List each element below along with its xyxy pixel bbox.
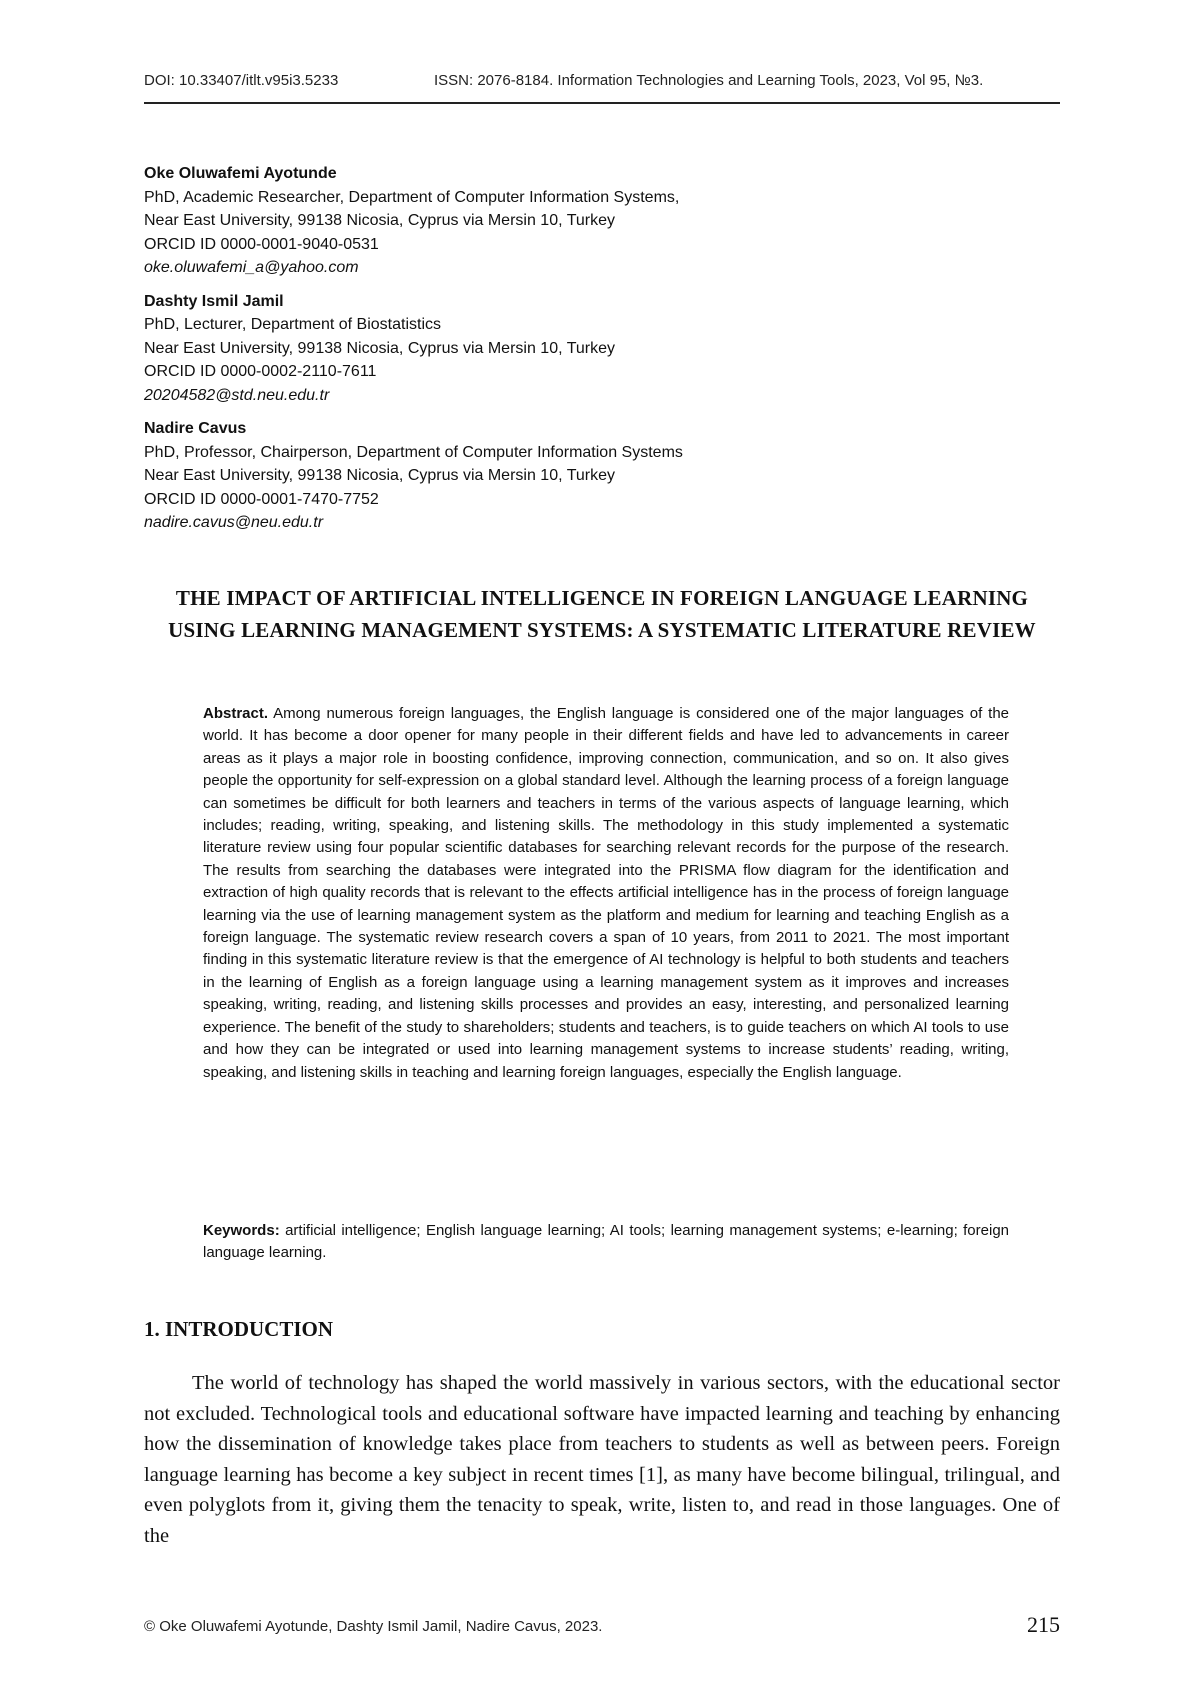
author-position: PhD, Professor, Chairperson, Department of Computer Information Systems (144, 443, 683, 461)
doi-link[interactable]: DOI: 10.33407/itlt.v95i3.5233 (144, 72, 339, 89)
keywords-text: artificial intelligence; English language learning; AI tools; learning management systems; e-learning; foreign language learning. (203, 1222, 1010, 1262)
author-entry (144, 290, 1044, 408)
author-email[interactable]: 20204582@std.neu.edu.tr (144, 386, 330, 404)
author-name: Dashty Ismil Jamil (144, 292, 284, 310)
keywords-label: Keywords: (203, 1222, 280, 1239)
abstract (203, 703, 1009, 1084)
author-name: Nadire Cavus (144, 420, 247, 437)
abstract-text: Among numerous foreign languages, the English language is considered one of the major languages of the world. It has become a door opener for many people in their different fields and have led to advancements in career areas as it plays a major role in boosting confidence, improving connection, communication, and so on. It also gives people the opportunity for self-expression on a global standard level. Although the learning process of a foreign language can sometimes be difficult for both learners and teachers in terms of the various aspects of language learning, which includes; reading, writing, speaking, and listening skills. The methodology in this study implemented a systematic literature review using four popular scientific databases for searching relevant records for the purpose of the research. The results from searching the databases were integrated into the PRISMA flow diagram for the identification and extraction of high quality records that is relevant to the effects artificial intelligence has in the process of foreign language learning via the use of learning management system as the platform and medium for learning and teaching English as a foreign language. The systematic review research covers a span of 10 years, from 2011 to 2021. The most important finding in this systematic literature review is that the emergence of AI technology is helpful to both students and teachers in the learning of English as a foreign language using a learning management system as it improves and increases speaking, writing, reading, and listening skills processes and provides an easy, interesting, and personalized learning experience. The benefit of the study to shareholders; students and teachers, is to guide teachers on which AI tools to use and how they can be integrated or used into learning management systems to increase students’ reading, writing, speaking, and listening skills in teaching and learning foreign languages, especially the English language. (203, 705, 1010, 1081)
abstract-label: Abstract. (203, 705, 269, 722)
author-orcid: ORCID ID 0000-0002-2110-7611 (144, 363, 377, 380)
author-email[interactable]: oke.oluwafemi_a@yahoo.com (144, 259, 359, 276)
author-entry (144, 417, 1044, 535)
author-affiliation: Near East University, 99138 Nicosia, Cyprus via Mersin 10, Turkey (144, 339, 615, 357)
introduction-paragraph: The world of technology has shaped the world massively in various sectors, with the educational sector not excluded. Technological tools and educational software have impacted learning and teaching by enhancing how the dissemination of knowledge takes place from teachers to students as well as between peers. Foreign language learning has become a key subject in recent times [1], as many have become bilingual, trilingual, and even polyglots from it, giving them the tenacity to speak, write, listen to, and read in those languages. One of the (144, 1372, 1060, 1547)
author-position: PhD, Academic Researcher, Department of Computer Information Systems, (144, 188, 680, 206)
author-name: Oke Oluwafemi Ayotunde (144, 165, 337, 182)
author-entry (144, 162, 1044, 280)
keywords (203, 1220, 1009, 1265)
author-affiliation: Near East University, 99138 Nicosia, Cyprus via Mersin 10, Turkey (144, 467, 615, 484)
author-orcid: ORCID ID 0000-0001-7470-7752 (144, 490, 379, 508)
section-heading: 1. INTRODUCTION (144, 1317, 334, 1341)
copyright-notice: © Oke Oluwafemi Ayotunde, Dashty Ismil Jamil, Nadire Cavus, 2023. (144, 1618, 603, 1635)
paper-title: THE IMPACT OF ARTIFICIAL INTELLIGENCE IN FOREIGN LANGUAGE LEARNING USING LEARNING MANAGEMENT SYSTEMS: A SYSTEMATIC LITERATURE REVIEW (168, 586, 1036, 642)
author-block (144, 162, 1044, 545)
running-header (144, 72, 1060, 104)
author-position: PhD, Lecturer, Department of Biostatistics (144, 316, 442, 333)
page-number: 215 (1027, 1612, 1060, 1637)
author-email[interactable]: nadire.cavus@neu.edu.tr (144, 514, 324, 531)
author-orcid: ORCID ID 0000-0001-9040-0531 (144, 235, 379, 253)
author-affiliation: Near East University, 99138 Nicosia, Cyprus via Mersin 10, Turkey (144, 212, 615, 229)
journal-issn: ISSN: 2076-8184. Information Technologies and Learning Tools, 2023, Vol 95, №3. (434, 72, 984, 89)
